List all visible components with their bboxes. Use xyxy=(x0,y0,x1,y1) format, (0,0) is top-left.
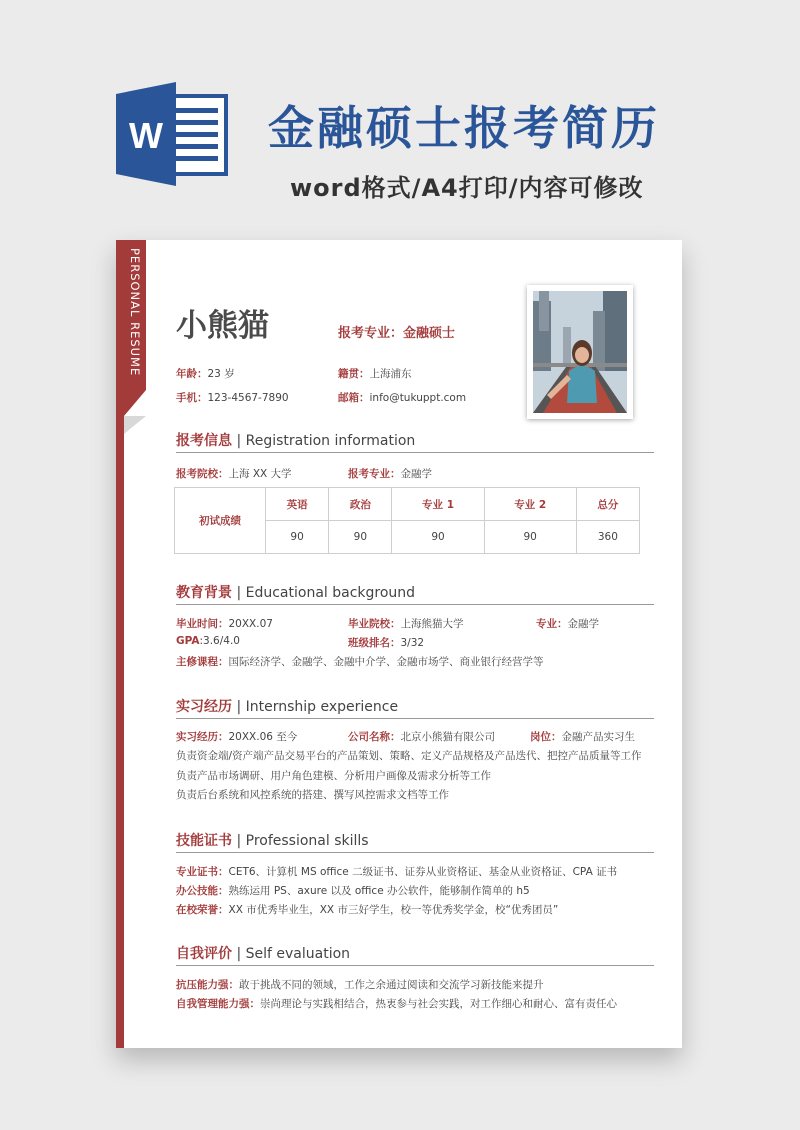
self-title-cn: 自我评价 xyxy=(176,946,232,962)
hometown-label: 籍贯： xyxy=(338,368,370,380)
phone-row xyxy=(176,390,289,405)
skills-title-cn: 技能证书 xyxy=(176,833,232,849)
email-label: 邮箱： xyxy=(338,392,370,404)
score-header: 总分 xyxy=(576,488,639,521)
scores-row-label: 初试成绩 xyxy=(175,488,266,554)
gpa-label: GPA xyxy=(176,635,200,647)
company-label: 公司名称： xyxy=(348,731,401,743)
company-row xyxy=(348,729,495,744)
grad-time-value: 20XX.07 xyxy=(228,618,273,630)
score-value: 90 xyxy=(329,521,392,554)
age-value: 23 岁 xyxy=(207,368,235,380)
scores-header-row xyxy=(175,488,640,521)
reg-school-row xyxy=(176,466,292,481)
phone-value: 123-4567-7890 xyxy=(207,392,289,404)
self-item-row xyxy=(176,977,544,992)
score-value: 90 xyxy=(266,521,329,554)
intern-time-value: 20XX.06 至今 xyxy=(228,731,298,743)
courses-value: 国际经济学、金融学、金融中介学、金融市场学、商业银行经营学等 xyxy=(228,656,544,668)
position-label: 岗位： xyxy=(530,731,562,743)
edu-major-label: 专业： xyxy=(536,618,568,630)
word-document-icon xyxy=(112,82,230,186)
rank-label: 班级排名： xyxy=(348,637,401,649)
cert-row xyxy=(176,864,617,879)
self-item2-value: 崇尚理论与实践相结合，热衷参与社会实践，对工作细心和耐心、富有责任心 xyxy=(260,998,617,1010)
position-row xyxy=(530,729,635,744)
honor-label: 在校荣誉： xyxy=(176,904,229,916)
cert-value: CET6、计算机 MS office 二级证书、证券从业资格证、基金从业资格证、CPA 证书 xyxy=(228,866,618,878)
age-label: 年龄： xyxy=(176,368,208,380)
side-tab-tip xyxy=(124,390,146,416)
target-major: 报考专业：金融硕士 xyxy=(338,326,456,341)
intern-time-label: 实习经历： xyxy=(176,731,229,743)
phone-label: 手机： xyxy=(176,392,208,404)
score-value: 90 xyxy=(484,521,576,554)
self-title-en: Self evaluation xyxy=(245,946,351,962)
honor-row xyxy=(176,902,558,917)
position-value: 金融产品实习生 xyxy=(561,731,635,743)
edu-major-row xyxy=(536,616,599,631)
reg-school-value: 上海 XX 大学 xyxy=(228,468,292,480)
banner-title: 金融硕士报考简历 xyxy=(268,101,660,155)
section-divider xyxy=(176,965,654,966)
score-value: 90 xyxy=(392,521,484,554)
score-header: 英语 xyxy=(266,488,329,521)
side-tab xyxy=(116,240,146,390)
section-title-registration: 报考信息 | Registration information xyxy=(176,433,416,449)
candidate-name: 小熊猫 xyxy=(176,308,269,344)
score-header: 专业 2 xyxy=(484,488,576,521)
word-letter: W xyxy=(129,115,163,156)
office-label: 办公技能： xyxy=(176,885,229,897)
grad-time-row xyxy=(176,616,273,631)
banner-subtitle: word格式/A4打印/内容可修改 xyxy=(290,174,644,202)
section-title-skills: 技能证书 | Professional skills xyxy=(176,833,369,849)
section-title-education: 教育背景 | Educational background xyxy=(176,585,416,601)
side-label: PERSONAL RESUME xyxy=(128,248,142,377)
section-divider xyxy=(176,718,654,719)
reg-major-value: 金融学 xyxy=(400,468,432,480)
reg-school-label: 报考院校： xyxy=(176,468,229,480)
reg-major-row xyxy=(348,466,432,481)
score-header: 专业 1 xyxy=(392,488,484,521)
self-item1-label: 抗压能力强： xyxy=(176,979,239,991)
section-title-self: 自我评价 | Self evaluation xyxy=(176,946,351,962)
resume-page xyxy=(116,240,682,1048)
grad-school-row xyxy=(348,616,464,631)
section-divider xyxy=(176,852,654,853)
section-divider xyxy=(176,452,654,453)
intern-duty-line: 负责产品市场调研、用户角色建模、分析用户画像及需求分析等工作 xyxy=(176,770,491,782)
hometown-row xyxy=(338,366,412,381)
intern-duty-line: 负责后台系统和风控系统的搭建、撰写风控需求文档等工作 xyxy=(176,789,449,801)
intern-time-row xyxy=(176,729,297,744)
score-value: 360 xyxy=(576,521,639,554)
rank-value: 3/32 xyxy=(400,637,425,649)
self-item1-value: 敢于挑战不同的领域，工作之余通过阅读和交流学习新技能来提升 xyxy=(239,979,544,991)
reg-major-label: 报考专业： xyxy=(348,468,401,480)
intern-duty-line: 负责资金端/资产端产品交易平台的产品策划、策略、定义产品规格及产品迭代、把控产品质量等工作 xyxy=(176,750,642,762)
gpa-value: :3.6/4.0 xyxy=(199,635,240,647)
score-header: 政治 xyxy=(329,488,392,521)
honor-value: XX 市优秀毕业生，XX 市三好学生，校一等优秀奖学金，校“优秀团员” xyxy=(228,904,559,916)
email-value: info@tukuppt.com xyxy=(369,392,467,404)
cert-label: 专业证书： xyxy=(176,866,229,878)
grad-school-label: 毕业院校： xyxy=(348,618,401,630)
section-title-internship: 实习经历 | Internship experience xyxy=(176,699,399,715)
email-row xyxy=(338,390,466,405)
self-item2-label: 自我管理能力强： xyxy=(176,998,260,1010)
registration-title-cn: 报考信息 xyxy=(176,433,232,449)
company-value: 北京小熊猫有限公司 xyxy=(400,731,495,743)
courses-label: 主修课程： xyxy=(176,656,229,668)
self-item-row xyxy=(176,996,617,1011)
registration-title-en: Registration information xyxy=(245,433,416,449)
gpa-row xyxy=(176,635,240,647)
scores-table xyxy=(174,487,640,554)
hometown-value: 上海浦东 xyxy=(369,368,412,380)
internship-title-en: Internship experience xyxy=(245,699,399,715)
photo-image xyxy=(533,291,627,413)
office-value: 熟练运用 PS、axure 以及 office 办公软件，能够制作简单的 h5 xyxy=(228,885,530,897)
edu-major-value: 金融学 xyxy=(567,618,599,630)
internship-title-cn: 实习经历 xyxy=(176,699,232,715)
profile-photo xyxy=(527,285,633,419)
rank-row xyxy=(348,635,424,650)
education-title-cn: 教育背景 xyxy=(176,585,232,601)
education-title-en: Educational background xyxy=(245,585,416,601)
grad-school-value: 上海熊猫大学 xyxy=(400,618,464,630)
section-divider xyxy=(176,604,654,605)
office-row xyxy=(176,883,530,898)
courses-row xyxy=(176,654,544,669)
grad-time-label: 毕业时间： xyxy=(176,618,229,630)
age-row xyxy=(176,366,235,381)
side-tab-fold xyxy=(124,416,146,434)
skills-title-en: Professional skills xyxy=(245,833,369,849)
